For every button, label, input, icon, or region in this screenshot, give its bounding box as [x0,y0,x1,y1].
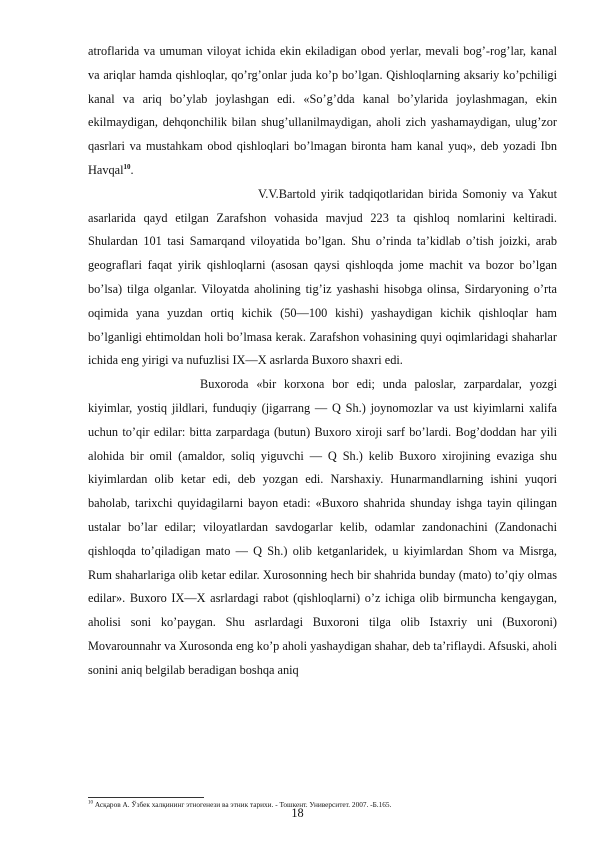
paragraph-1-tail: . [130,162,134,177]
paragraph-1 [88,40,557,183]
footnote-ref[interactable]: 10 [123,162,131,171]
paragraph-1-text: atroflarida va umuman viloyat ichida ekin ekiladigan obod yerlar, mevali bog’-rog’lar, kanal va ariqlar hamda qishloqlar, qo’rg’onlar juda ko’p bo’lgan. Qishloqlarning aksariy ko’pchiligi kanal va ariq bo’ylab joylashgan edi. «So’g’dda kanal bo’ylarida joylashmagan, ekin ekilmaydigan, dehqonchilik bilan shug’ullanilmaydigan, aholi zich yashamaydigan, ulug’zor qasrlari va mustahkam obod qishloqlari bo’lmagan bironta ham kanal yuq», deb yozadi Ibn Havqal [88,44,557,177]
paragraph-2: V.V.Bartold yirik tadqiqotlaridan birida Somoniy va Yakut asarlarida qayd etilgan Zarafshon vohasida mavjud 223 ta qishloq nomlarini keltiradi. Shulardan 101 tasi Samarqand viloyatida bo’lgan. Shu o’rinda ta’kidlab o’tish joizki, arab geograflari faqat yirik qishloqlarni (asosan qaysi qishloqda jome machit va bozor bo’lgan bo’lsa) tilga olganlar. Viloyatda aholining tig’iz yashashi hisobga olinsa, Sirdaryoning o’rta oqimida yana yuzdan ortiq kichik (50—100 kishi) yashaydigan kichik qishloqlar ham bo’lganligi ehtimoldan holi bo’lmasa kerak. Zarafshon vohasining quyi oqimlaridagi shaharlar ichida eng yirigi va nufuzlisi IX—X asrlarda Buxoro shaxri edi. [88,186,557,368]
footnote-text: Асқаров А. Ўзбек халқининг этногенези ва этник тарихи. - Тошкент. Университет. 2007. -Б.165. [93,800,392,809]
paragraph-3: Buxoroda «bir korxona bor edi; unda paloslar, zarpardalar, yozgi kiyimlar, yostiq jildlari, funduqiy (jigarrang — Q Sh.) joynomozlar va ust kiyimlarni xalifa uchun to’qir edilar: bitta zarpardaga (butun) Buxoro xiroji sarf bo’lardi. Bog’doddan har yili alohida bir omil (amaldor, soliq yiguvchi — Q Sh.) kelib Buxoro xirojining evaziga shu kiyimlardan olib ketar edi, deb yozgan edi. Narshaxiy. Hunarmandlarning ishini yuqori baholab, tarixchi quyidagilarni bayon etadi: «Buxoro shahrida shunday ishga tayin qilingan ustalar bo’lar edilar; viloyatlardan savdogarlar kelib, odamlar zandonachini (Zandonachi qishloqda to’qiladigan mato — Q Sh.) olib ketganlaridek, u kiyimlardan Shom va Misrga, Rum shaharlariga olib ketar edilar. Xurosonning hech bir shahrida bunday (mato) to’qiy olmas edilar». Buxoro IX—X asrlardagi rabot (qishloqlarni) o’z ichiga olib birmuncha kengaygan, aholisi soni ko’paygan. Shu asrlardagi Buxoroni tilga olib Istaxriy uni (Buxoroni) Movarounnahr va Xurosonda eng ko’p aholi yashaydigan shahar, deb ta’riflaydi. Afsuski, aholi sonini aniq belgilab beradigan boshqa aniq [88,377,557,677]
page-number: 18 [291,806,304,820]
footnote-number: 10 [88,800,93,806]
main-text [88,40,557,683]
footnote-divider [88,797,204,798]
